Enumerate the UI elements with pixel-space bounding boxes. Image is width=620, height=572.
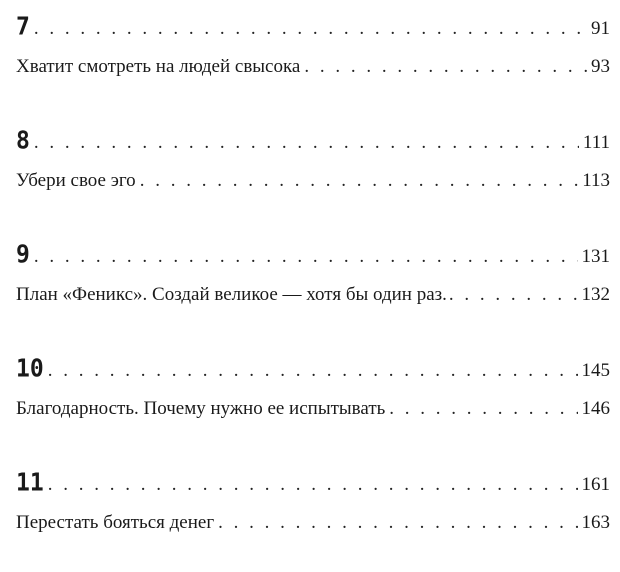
page-number: 113 <box>582 170 610 191</box>
chapter-entry[interactable] <box>16 14 610 46</box>
chapter-title-entry[interactable] <box>16 56 610 90</box>
dot-leader <box>304 56 587 78</box>
dot-leader <box>389 398 577 420</box>
chapter-entry[interactable] <box>16 128 610 160</box>
toc-section-8 <box>16 128 610 204</box>
chapter-title: Перестать бояться денег <box>16 512 215 533</box>
chapter-title-entry[interactable] <box>16 284 610 318</box>
chapter-entry[interactable] <box>16 470 610 502</box>
chapter-title: Благодарность. Почему нужно ее испытывать <box>16 398 386 419</box>
chapter-number: 7 <box>16 12 30 42</box>
toc-section-11 <box>16 470 610 546</box>
chapter-number: 8 <box>16 126 30 156</box>
chapter-number: 9 <box>16 240 30 270</box>
dot-leader <box>140 170 579 192</box>
page-number: 163 <box>581 512 610 533</box>
page-number: 145 <box>581 360 610 381</box>
table-of-contents <box>16 0 610 546</box>
dot-leader <box>48 360 578 382</box>
dot-leader <box>34 132 579 154</box>
chapter-entry[interactable] <box>16 356 610 388</box>
page-number: 91 <box>591 18 610 39</box>
chapter-title: План «Феникс». Создай великое — хотя бы один раз. <box>16 284 447 305</box>
page-number: 161 <box>581 474 610 495</box>
page-number: 131 <box>581 246 610 267</box>
dot-leader <box>34 18 587 40</box>
page-number: 93 <box>591 56 610 77</box>
page-number: 132 <box>581 284 610 305</box>
page-number: 111 <box>582 132 610 153</box>
toc-section-10 <box>16 356 610 432</box>
page-number: 146 <box>581 398 610 419</box>
dot-leader <box>48 474 578 496</box>
chapter-number: 10 <box>16 354 44 384</box>
toc-section-7 <box>16 14 610 90</box>
chapter-number: 11 <box>16 468 44 498</box>
chapter-title-entry[interactable] <box>16 170 610 204</box>
chapter-title: Хватит смотреть на людей свысока <box>16 56 301 77</box>
dot-leader <box>218 512 577 534</box>
dot-leader <box>449 284 580 306</box>
toc-section-9 <box>16 242 610 318</box>
dot-leader <box>34 246 578 268</box>
chapter-title: Убери свое эго <box>16 170 136 191</box>
chapter-entry[interactable] <box>16 242 610 274</box>
chapter-title-entry[interactable] <box>16 398 610 432</box>
chapter-title-entry[interactable] <box>16 512 610 546</box>
